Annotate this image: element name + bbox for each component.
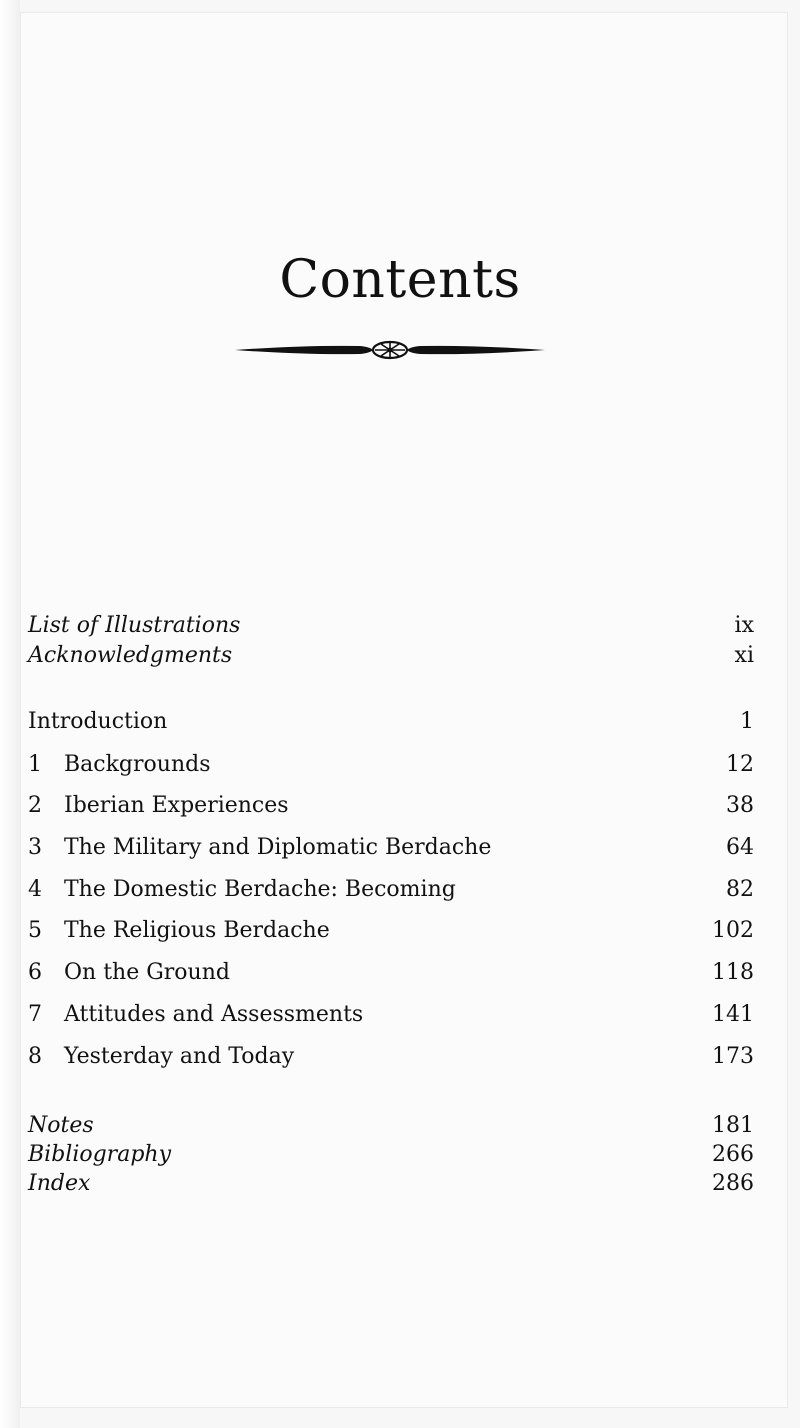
toc-entry-index	[28, 1168, 754, 1200]
toc-entry-label: Index	[28, 1171, 91, 1196]
toc-entry-page: 173	[712, 1044, 754, 1069]
page-title: Contents	[279, 250, 521, 310]
toc-entry-chapter-8	[28, 1041, 754, 1073]
toc-entry-chapter-6	[28, 957, 754, 989]
toc-entry-label: Bibliography	[28, 1142, 171, 1167]
toc-chapter-number: 4	[28, 877, 42, 902]
toc-entry-page: 102	[712, 918, 754, 943]
toc-entry-label: Yesterday and Today	[64, 1044, 295, 1069]
toc-chapter-number: 6	[28, 960, 42, 985]
toc-entry-label: The Religious Berdache	[64, 918, 330, 943]
toc-chapter-number: 2	[28, 793, 42, 818]
toc-entry-label: Acknowledgments	[28, 643, 233, 668]
toc-entry-chapter-1	[28, 749, 754, 781]
toc-entry-label: Attitudes and Assessments	[64, 1002, 364, 1027]
toc-entry-chapter-2	[28, 790, 754, 822]
toc-entry-chapter-5	[28, 915, 754, 947]
toc-entry-introduction	[28, 706, 754, 738]
toc-entry-page: 12	[726, 752, 754, 777]
fleuron-divider-icon	[235, 335, 545, 365]
toc-entry-page: 38	[726, 793, 754, 818]
toc-entry-notes	[28, 1110, 754, 1142]
toc-entry-page: 286	[712, 1171, 754, 1196]
toc-entry-chapter-3	[28, 832, 754, 864]
toc-entry-page: 181	[712, 1113, 754, 1138]
toc-entry-page: 82	[726, 877, 754, 902]
toc-entry-page: 266	[712, 1142, 754, 1167]
toc-entry-label: List of Illustrations	[28, 613, 241, 638]
toc-entry-list-of-illustrations	[28, 610, 754, 642]
toc-chapter-number: 3	[28, 835, 42, 860]
toc-entry-label: The Military and Diplomatic Berdache	[64, 835, 492, 860]
toc-entry-acknowledgments	[28, 640, 754, 672]
toc-chapter-number: 1	[28, 752, 42, 777]
toc-entry-page: ix	[734, 613, 754, 638]
page-gutter-shadow	[0, 0, 20, 1428]
toc-entry-label: Notes	[28, 1113, 94, 1138]
toc-chapter-number: 5	[28, 918, 42, 943]
toc-entry-label: Introduction	[28, 709, 168, 734]
toc-entry-label: Iberian Experiences	[64, 793, 289, 818]
toc-chapter-number: 8	[28, 1044, 42, 1069]
toc-entry-label: On the Ground	[64, 960, 230, 985]
toc-entry-page: 1	[740, 709, 754, 734]
toc-entry-chapter-7	[28, 999, 754, 1031]
toc-entry-label: The Domestic Berdache: Becoming	[64, 877, 456, 902]
toc-entry-bibliography	[28, 1139, 754, 1171]
toc-entry-page: 141	[712, 1002, 754, 1027]
toc-chapter-number: 7	[28, 1002, 42, 1027]
toc-entry-page: 118	[712, 960, 754, 985]
toc-entry-chapter-4	[28, 874, 754, 906]
toc-entry-page: xi	[734, 643, 754, 668]
toc-entry-page: 64	[726, 835, 754, 860]
toc-entry-label: Backgrounds	[64, 752, 211, 777]
